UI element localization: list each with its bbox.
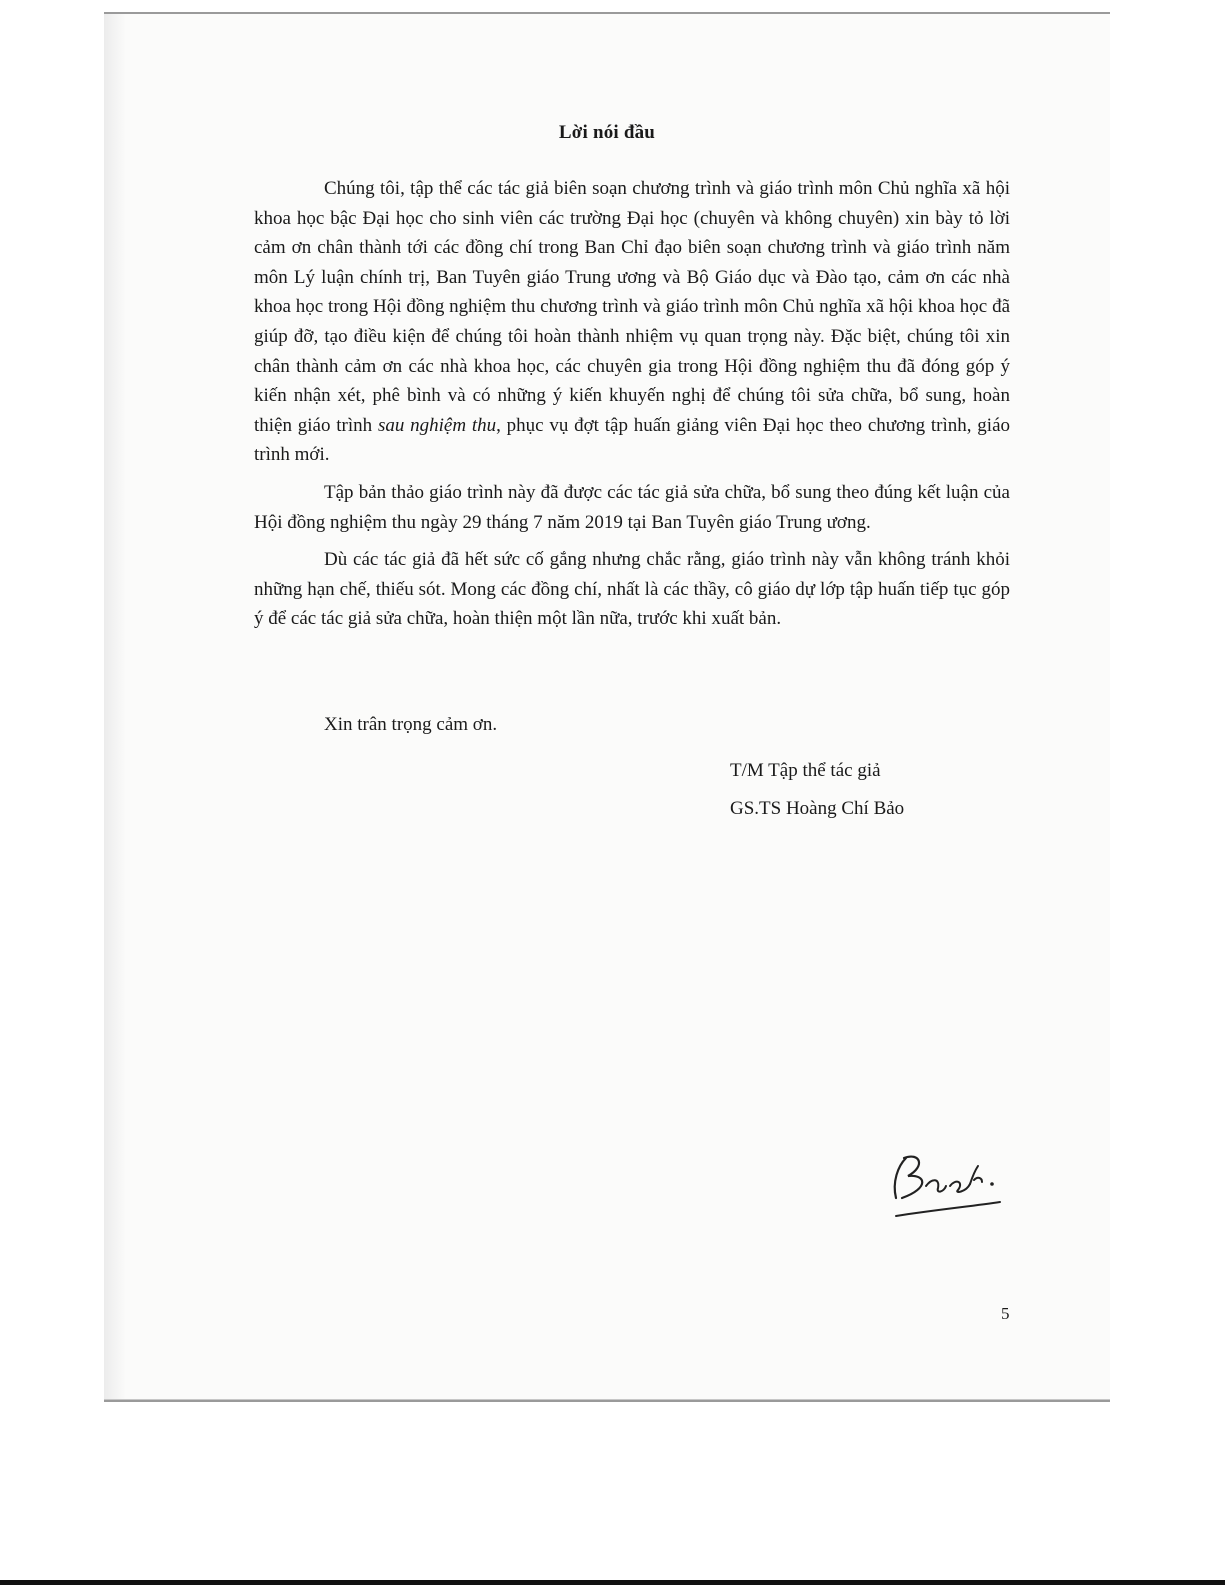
author-name: GS.TS Hoàng Chí Bảo (730, 798, 905, 819)
body-text (254, 174, 1010, 634)
paragraph-1-text: Chúng tôi, tập thể các tác giả biên soạn chương trình và giáo trình môn Chủ nghĩa xã hội khoa học bậc Đại học cho sinh viên các trường Đại học (chuyên và không chuyên) xin bày tỏ lời cảm ơn chân thành tới các đồng chí trong Ban Chỉ đạo biên soạn chương trình và giáo trình năm môn Lý luận chính trị, Ban Tuyên giáo Trung ương và Bộ Giáo dục và Đào tạo, cảm ơn các nhà khoa học trong Hội đồng nghiệm thu chương trình và giáo trình môn Chủ nghĩa xã hội khoa học đã giúp đỡ, tạo điều kiện để chúng tôi hoàn thành nhiệm vụ quan trọng này. Đặc biệt, chúng tôi xin chân thành cảm ơn các nhà khoa học, các chuyên gia trong Hội đồng nghiệm thu đã đóng góp ý kiến nhận xét, phê bình và có những ý kiến khuyến nghị để chúng tôi sửa chữa, bổ sung, hoàn thiện giáo trình (254, 178, 1010, 436)
page-number: 5 (1001, 1304, 1010, 1323)
page-title: Lời nói đầu (558, 122, 656, 143)
signature-block (730, 752, 904, 828)
scanned-page (104, 12, 1110, 1402)
paragraph-acknowledgement (254, 174, 1010, 470)
on-behalf-line: T/M Tập thể tác giả (730, 760, 881, 781)
scan-edge-shadow (104, 14, 126, 1400)
handwritten-signature (874, 1136, 1014, 1226)
paragraph-1-tail: , phục vụ đợt tập huấn giảng viên Đại học theo chương trình, giáo trình mới. (254, 414, 1011, 466)
bottom-border-strip (0, 1580, 1225, 1585)
paragraph-request: Dù các tác giả đã hết sức cố gắng nhưng chắc rằng, giáo trình này vẫn không tránh khỏi những hạn chế, thiếu sót. Mong các đồng chí, nhất là các thầy, cô giáo dự lớp tập huấn tiếp tục góp ý để các tác giả sửa chữa, hoàn thiện một lần nữa, trước khi xuất bản. (254, 549, 1010, 630)
paragraph-1-emphasis: sau nghiệm thu (377, 414, 497, 436)
closing-line: Xin trân trọng cảm ơn. (324, 714, 498, 735)
paragraph-revision: Tập bản thảo giáo trình này đã được các tác giả sửa chữa, bổ sung theo đúng kết luận của Hội đồng nghiệm thu ngày 29 tháng 7 năm 2019 tại Ban Tuyên giáo Trung ương. (254, 481, 1010, 533)
scan-bottom-edge (104, 1399, 1110, 1400)
